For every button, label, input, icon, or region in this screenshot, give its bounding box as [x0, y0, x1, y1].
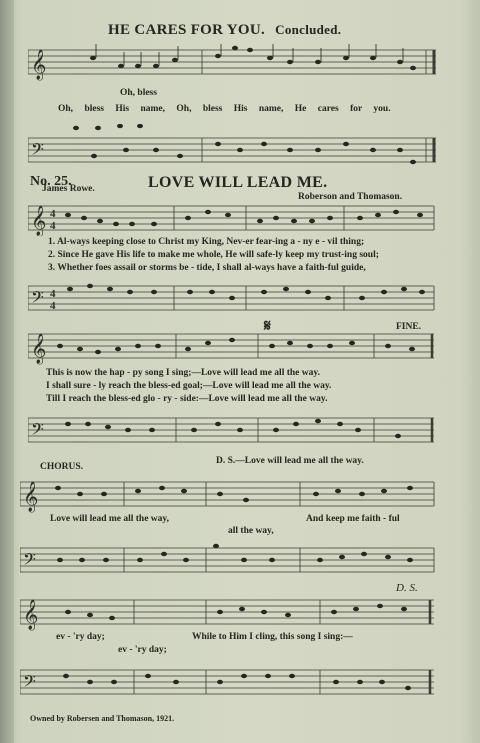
hymn1-word: His	[115, 104, 130, 114]
svg-text:𝄞: 𝄞	[31, 334, 47, 364]
ds-line	[216, 450, 364, 468]
hymn2-title: LOVE WILL LEAD ME.	[148, 174, 328, 191]
svg-text:4: 4	[50, 208, 56, 220]
chorus1-bass-staff	[20, 540, 440, 580]
system1-bass-staff	[28, 278, 440, 318]
svg-text:4: 4	[50, 300, 56, 312]
ds-line-text: D. S.—Love will lead me all the way.	[216, 456, 364, 466]
chorus1-treble-staff	[20, 476, 440, 514]
system2-treble-staff	[28, 326, 440, 366]
chorus-lyric-1b: all the way,	[228, 526, 274, 536]
hymn1-word: bless	[202, 104, 223, 114]
svg-text:𝄢: 𝄢	[23, 671, 36, 695]
hymn1-title	[108, 22, 341, 39]
hymn1-lyric	[58, 104, 391, 114]
svg-text:4: 4	[50, 220, 56, 232]
composer-credit: Roberson and Thomason.	[298, 192, 403, 202]
verse-line-2: 2. Since He gave His life to make me whole, He will safe-ly keep my trust-ing soul;	[48, 250, 379, 260]
hymn1-word: His	[233, 104, 248, 114]
author-credit: James Rowe.	[42, 184, 95, 194]
svg-text:𝄢: 𝄢	[31, 139, 44, 163]
page-gutter	[0, 0, 14, 743]
hymn1-word: name,	[258, 104, 284, 114]
ds-mark: D. S.	[396, 582, 418, 594]
hymn1-word: for	[350, 104, 363, 114]
fine-marker: FINE.	[396, 322, 422, 332]
chorus2-treble-staff	[20, 594, 440, 632]
hymn1-bass-staff	[28, 124, 440, 170]
chorus-lyric-2b: While to Him I cling, this song I sing:—	[192, 632, 353, 642]
chorus-lyric-2: ev - 'ry day;	[56, 632, 105, 642]
svg-text:𝄞: 𝄞	[23, 600, 39, 630]
chorus-lyric-2c: ev - 'ry day;	[118, 645, 167, 655]
system1-treble-staff	[28, 200, 440, 236]
hymn1-word: Oh,	[58, 104, 74, 114]
svg-text:𝄞: 𝄞	[23, 482, 39, 512]
svg-text:𝄢: 𝄢	[31, 419, 44, 443]
hymn1-alto-lyric: Oh, bless	[120, 88, 157, 98]
svg-text:𝄢: 𝄢	[23, 549, 36, 573]
hymn1-word: Oh,	[176, 104, 192, 114]
chorus-lyric-1c: And keep me faith - ful	[306, 514, 400, 524]
copyright-notice: Owned by Robersen and Thomason, 1921.	[30, 714, 175, 723]
svg-text:𝄞: 𝄞	[31, 50, 47, 80]
hymn1-word: He	[294, 104, 307, 114]
verse-line-3: 3. Whether foes assail or storms be - tide, I shall al-ways have a faith-ful guide,	[48, 263, 366, 273]
chorus-lyric-1: Love will lead me all the way,	[50, 514, 170, 524]
chorus-label: CHORUS.	[40, 462, 84, 472]
hymn1-word: bless	[84, 104, 104, 114]
verse2-line-1: This is now the hap - py song I sing;—Love will lead me all the way.	[46, 368, 320, 378]
hymn-number: No. 25.	[30, 174, 72, 189]
hymn1-treble-staff	[28, 44, 440, 84]
svg-text:𝄞: 𝄞	[31, 206, 47, 236]
hymn1-word: cares	[317, 104, 339, 114]
hymn1-status: Concluded.	[275, 22, 342, 37]
hymn1-title-text: HE CARES FOR YOU.	[108, 22, 266, 38]
svg-text:𝄢: 𝄢	[31, 287, 44, 311]
hymn1-word: you.	[373, 104, 391, 114]
verse-line-1: 1. Al-ways keeping close to Christ my King, Nev-er fear-ing a - ny e - vil thing;	[48, 237, 365, 247]
hymn1-word: name,	[140, 104, 166, 114]
system2-bass-staff	[28, 408, 440, 448]
segno-icon: 𝄋	[264, 318, 271, 335]
verse2-line-2: I shall sure - ly reach the bless-ed goal;—Love will lead me all the way.	[46, 381, 332, 391]
svg-text:4: 4	[50, 288, 56, 300]
verse2-line-3: Till I reach the bless-ed glo - ry - side:—Love will lead me all the way.	[46, 394, 328, 404]
chorus2-bass-staff	[20, 658, 440, 702]
